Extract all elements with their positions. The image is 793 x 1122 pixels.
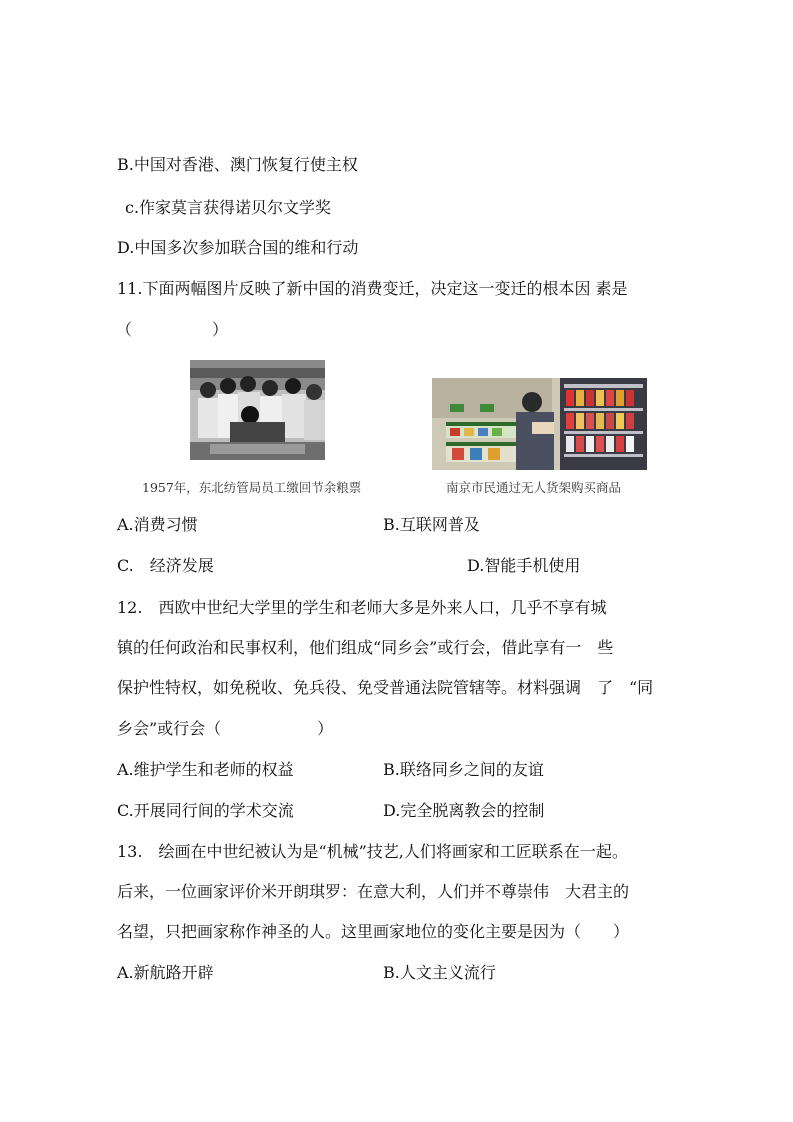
- q12-option-a: A.维护学生和老师的权益: [117, 760, 294, 779]
- q11-option-d: D.智能手机使用: [467, 556, 581, 575]
- q12-options-row-1: [117, 759, 677, 781]
- q11-photo-right-caption: 南京市民通过无人货架购买商品: [446, 480, 622, 495]
- q11-option-a: A.消费习惯: [117, 515, 198, 534]
- q12-line-2: 镇的任何政治和民事权利，他们组成“同乡会”或行会，借此享有一 些: [117, 638, 614, 657]
- q13-line-3: 名望，只把画家称作神圣的人。这里画家地位的变化主要是因为（ ）: [117, 922, 630, 941]
- q13-options-row-1: [117, 962, 677, 984]
- q12-option-b: B.联络同乡之间的友谊: [383, 760, 544, 779]
- q12-option-d: D.完全脱离教会的控制: [383, 801, 545, 820]
- q10-option-c: c.作家莫言获得诺贝尔文学奖: [125, 198, 332, 217]
- q13-option-b: B.人文主义流行: [383, 963, 496, 982]
- q11-option-c: C. 经济发展: [117, 556, 214, 575]
- q13-line-1: 13. 绘画在中世纪被认为是“机械”技艺,人们将画家和工匠联系在一起。: [117, 842, 628, 861]
- q11-photo-right: [432, 378, 647, 470]
- q11-option-b: B.互联网普及: [383, 515, 480, 534]
- q10-option-d: D.中国多次参加联合国的维和行动: [117, 238, 359, 257]
- grayscale-crowd-photo: [190, 360, 325, 460]
- q11-options-row-2: [117, 555, 677, 577]
- q11-photo-left-caption: 1957年，东北纺管局员工缴回节余粮票: [142, 480, 362, 495]
- q12-options-row-2: [117, 800, 677, 822]
- q11-photo-left: [190, 360, 325, 460]
- q11-options-row-1: [117, 514, 677, 536]
- q11-answer-blank: （ ）: [116, 320, 229, 339]
- q11-stem: 11.下面两幅图片反映了新中国的消费变迁，决定这一变迁的根本因 素是: [117, 279, 628, 298]
- q12-line-4: 乡会”或行会（ ）: [117, 719, 334, 738]
- q10-option-b: B.中国对香港、澳门恢复行使主权: [117, 155, 358, 174]
- q12-option-c: C.开展同行间的学术交流: [117, 801, 294, 820]
- unmanned-shelf-photo: [432, 378, 647, 470]
- q13-line-2: 后来，一位画家评价米开朗琪罗：在意大利，人们并不尊崇伟 大君主的: [117, 882, 630, 901]
- q12-line-1: 12. 西欧中世纪大学里的学生和老师大多是外来人口，几乎不享有城: [117, 598, 607, 617]
- q12-line-3: 保护性特权，如免税收、免兵役、免受普通法院管辖等。材料强调 了 “同: [117, 678, 654, 697]
- q13-option-a: A.新航路开辟: [117, 963, 214, 982]
